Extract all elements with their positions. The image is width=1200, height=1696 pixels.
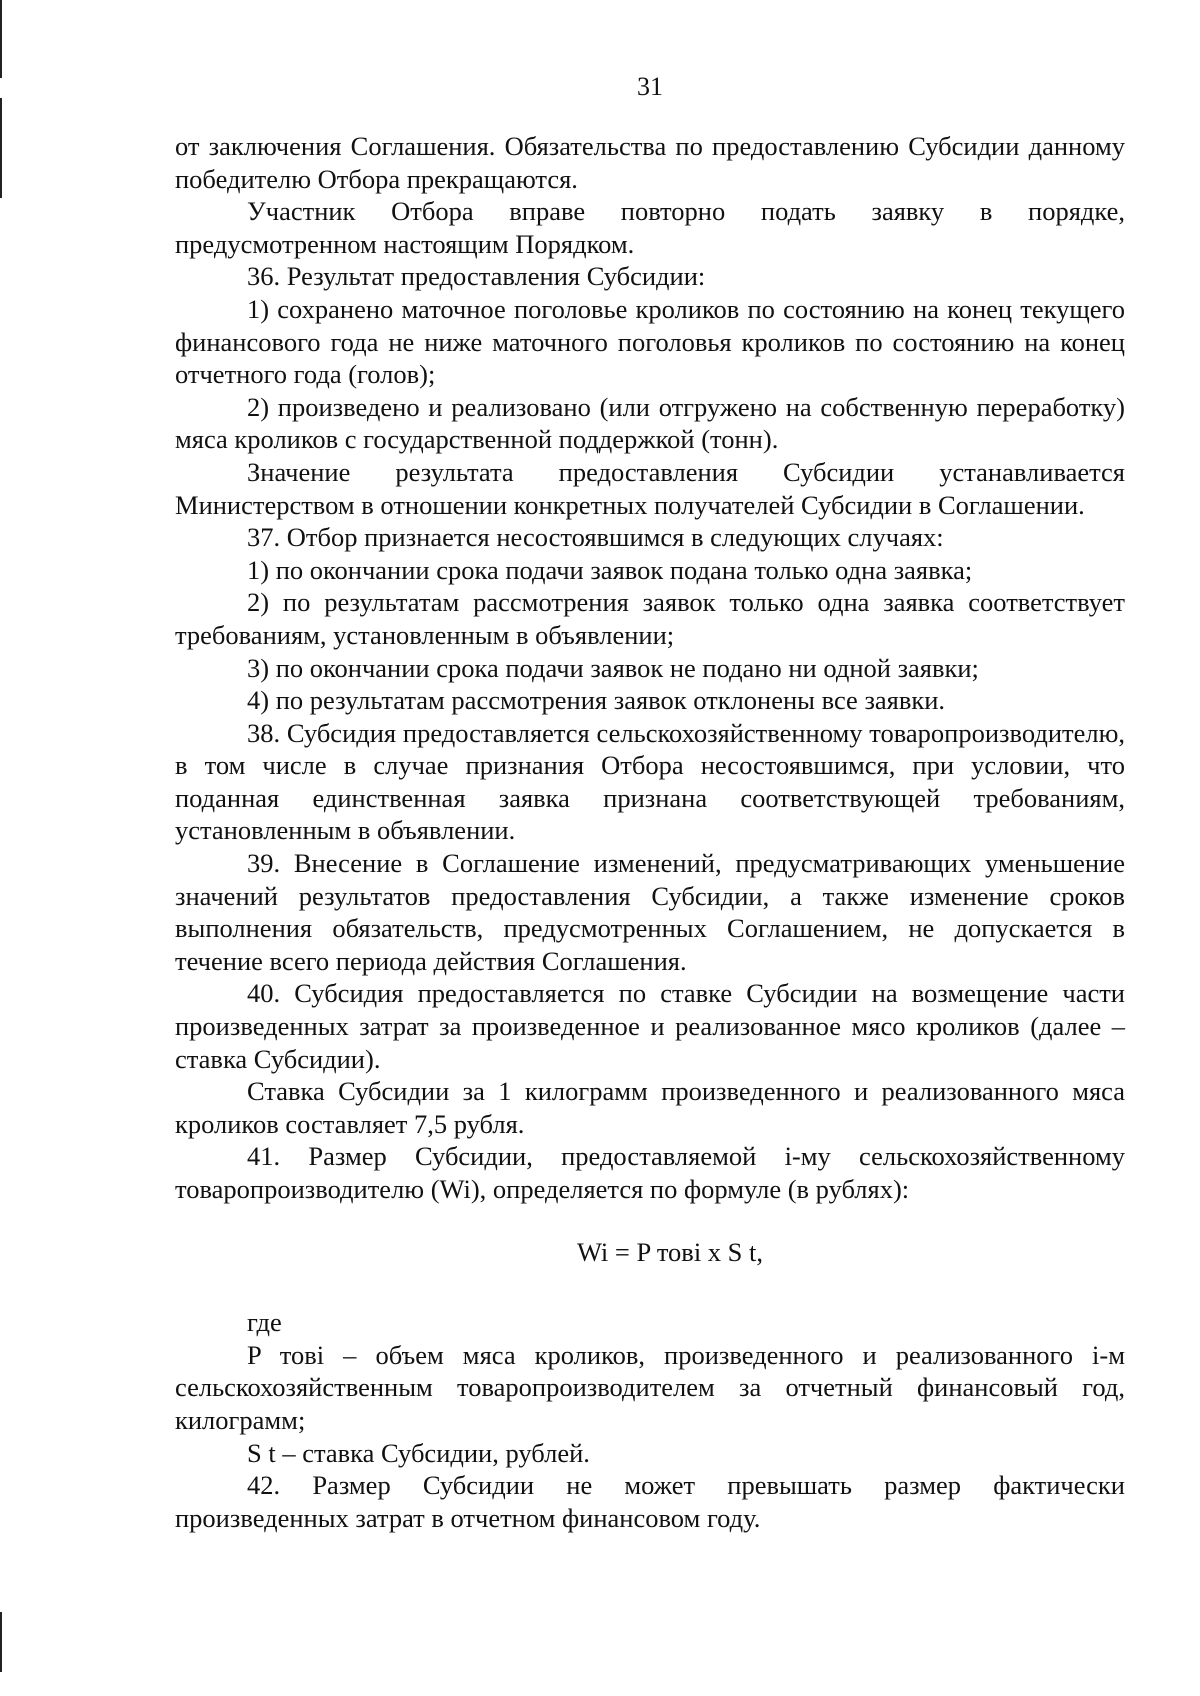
paragraph: от заключения Соглашения. Обязательства по предоставлению Субсидии данному победителю Отбора прекращаются. xyxy=(175,131,1125,194)
scan-edge-mark xyxy=(0,1612,2,1672)
paragraph: 40. Субсидия предоставляется по ставке Субсидии на возмещение части произведенных затрат за произведенное и реализованное мясо кроликов (далее – ставка Субсидии). xyxy=(175,978,1125,1074)
list-item: 3) по окончании срока подачи заявок не подано ни одной заявки; xyxy=(247,652,979,683)
page-number: 31 xyxy=(637,72,663,101)
list-item: 4) по результатам рассмотрения заявок отклонены все заявки. xyxy=(247,685,946,716)
section-heading: 37. Отбор признается несостоявшимся в следующих случаях: xyxy=(247,522,944,553)
paragraph: 42. Размер Субсидии не может превышать размер фактически произведенных затрат в отчетном финансовом году. xyxy=(175,1470,1125,1533)
document-body xyxy=(175,130,1125,1534)
list-item: 2) по результатам рассмотрения заявок только одна заявка соответствует требованиям, установленным в объявлении; xyxy=(175,587,1125,650)
paragraph: Участник Отбора вправе повторно подать заявку в порядке, предусмотренном настоящим Порядком. xyxy=(175,196,1125,259)
paragraph: 38. Субсидия предоставляется сельскохозяйственному товаропроизводителю, в том числе в случае признания Отбора несостоявшимся, при условии, что поданная единственная заявка признана соответствующей требованиям, установленным в объявлении. xyxy=(175,717,1125,846)
paragraph: Значение результата предоставления Субсидии устанавливается Министерством в отношении конкретных получателей Субсидии в Соглашении. xyxy=(175,456,1125,520)
definition: P тові – объем мяса кроликов, произведенного и реализованного i-м сельскохозяйственным товаропроизводителем за отчетный финансовый год, килограмм; xyxy=(175,1339,1125,1435)
paragraph: 39. Внесение в Соглашение изменений, предусматривающих уменьшение значений результатов предоставления Субсидии, а также изменение сроков выполнения обязательств, предусмотренных Соглашением, не допускается в течение всего периода действия Соглашения. xyxy=(175,848,1125,976)
paragraph: где xyxy=(247,1307,282,1338)
definition: S t – ставка Субсидии, рублей. xyxy=(247,1437,590,1468)
scan-edge-mark xyxy=(0,98,2,198)
paragraph: 41. Размер Субсидии, предоставляемой i-му сельскохозяйственному товаропроизводителю (Wi), определяется по формуле (в рублях): xyxy=(175,1141,1125,1204)
list-item: 1) сохранено маточное поголовье кроликов по состоянию на конец текущего финансового года не ниже маточного поголовья кроликов по состоянию на конец отчетного года (голов); xyxy=(175,293,1125,390)
list-item: 1) по окончании срока подачи заявок подана только одна заявка; xyxy=(247,554,973,585)
list-item: 2) произведено и реализовано (или отгружено на собственную переработку) мяса кроликов с государственной поддержкой (тонн). xyxy=(175,391,1125,455)
formula: Wi = P тові x S t, xyxy=(576,1236,764,1267)
scan-edge-mark xyxy=(0,0,2,78)
paragraph: Ставка Субсидии за 1 килограмм произведенного и реализованного мяса кроликов составляет 7,5 рубля. xyxy=(175,1076,1125,1139)
section-heading: 36. Результат предоставления Субсидии: xyxy=(247,261,706,292)
